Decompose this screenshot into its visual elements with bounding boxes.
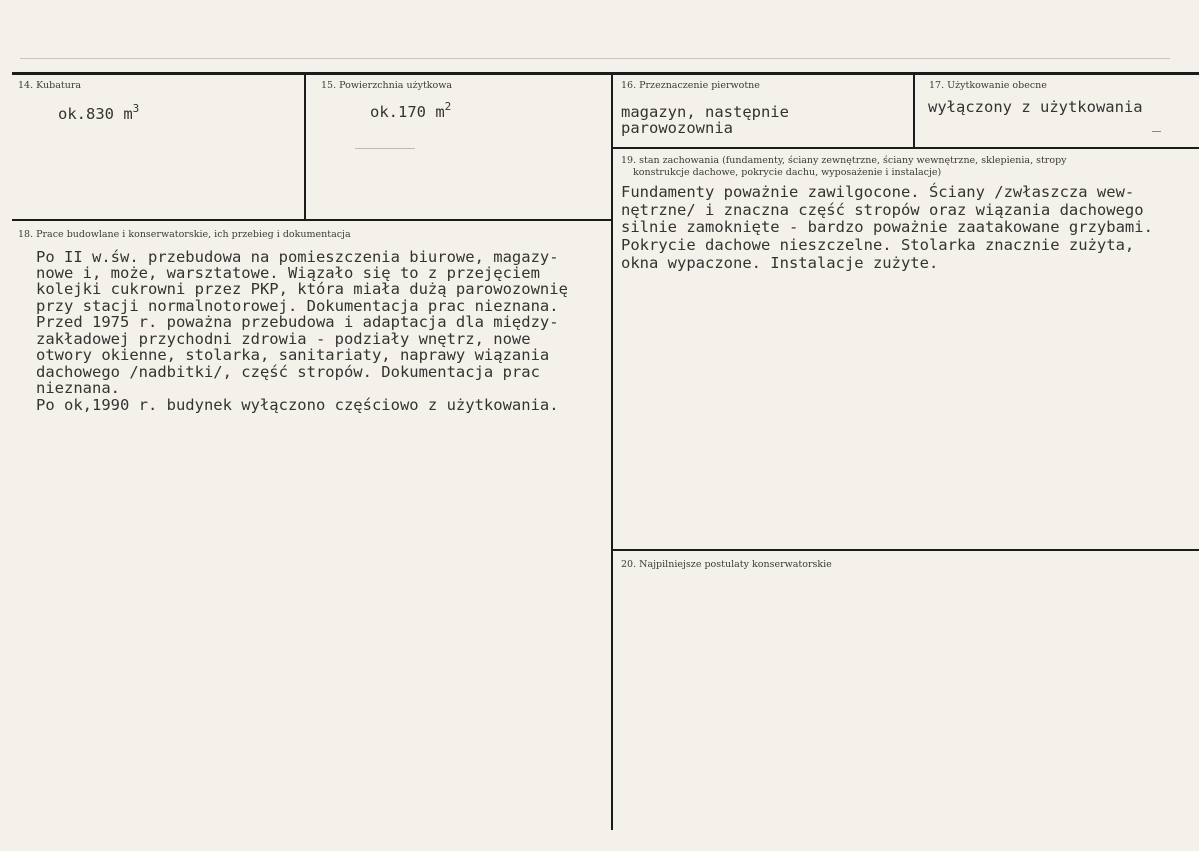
field-18-line-3: kolejki cukrowni przez PKP, która miała dużą parowozownię	[36, 280, 568, 298]
top-rule	[12, 72, 1199, 75]
field-15-unit-exponent: 2	[444, 100, 452, 113]
field-19-line-4: Pokrycie dachowe nieszczelne. Stolarka znacznie zużyta,	[621, 236, 1135, 254]
field-16-line-1: magazyn, następnie	[621, 103, 789, 121]
field-18-line-9: nieznana.	[36, 379, 120, 397]
divider-col-left-right	[611, 74, 613, 830]
field-19-label-line-2: konstrukcje dachowe, pokrycie dachu, wyposażenie i instalacje)	[633, 167, 942, 178]
field-18-line-4: przy stacji normalnotorowej. Dokumentacja prac nieznana.	[36, 297, 559, 315]
paper-mark	[1152, 131, 1161, 132]
field-15-value-text: ok.170 m	[370, 103, 445, 121]
field-18-line-7: otwory okienne, stolarka, sanitariaty, naprawy wiązania	[36, 346, 550, 364]
field-16-label: 16. Przeznaczenie pierwotne	[621, 80, 760, 91]
field-18-line-6: zakładowej przychodni zdrowia - podziały wnętrz, nowe	[36, 330, 531, 348]
field-19-line-3: silnie zamoknięte - bardzo poważnie zaatakowane grzybami.	[621, 218, 1153, 236]
field-15-label: 15. Powierzchnia użytkowa	[321, 80, 453, 91]
field-19-line-2: nętrzne/ i znaczna część stropów oraz wiązania dachowego	[621, 201, 1144, 219]
field-17-label: 17. Użytkowanie obecne	[929, 80, 1047, 91]
divider-col-16-17	[913, 74, 915, 148]
field-18-label: 18. Prace budowlane i konserwatorskie, ich przebieg i dokumentacja	[18, 229, 351, 240]
field-14-label: 14. Kubatura	[18, 80, 82, 91]
divider-col-14-15	[304, 74, 306, 220]
field-18-line-5: Przed 1975 r. poważna przebudowa i adaptacja dla między-	[36, 313, 559, 331]
paper-mark	[355, 148, 415, 149]
field-18-line-2: nowe i, może, warsztatowe. Wiązało się to z przejęciem	[36, 264, 540, 282]
field-19-line-5: okna wypaczone. Instalacje zużyte.	[621, 254, 939, 272]
field-19-line-1: Fundamenty poważnie zawilgocone. Ściany /zwłaszcza wew-	[621, 183, 1135, 201]
field-18-line-8: dachowego /nadbitki/, część stropów. Dokumentacja prac	[36, 363, 540, 381]
rule-below-16-17	[612, 147, 1199, 149]
field-14-unit-exponent: 3	[132, 102, 140, 115]
rule-below-14-15	[12, 219, 612, 221]
field-16-line-2: parowozownia	[621, 119, 733, 137]
field-14-value-text: ok.830 m	[58, 105, 133, 123]
field-14-value	[58, 102, 140, 125]
field-20-label: 20. Najpilniejsze postulaty konserwatorskie	[621, 559, 832, 570]
field-15-value	[370, 100, 452, 123]
field-18-line-1: Po II w.św. przebudowa na pomieszczenia biurowe, magazy-	[36, 248, 559, 266]
rule-below-19	[612, 549, 1199, 551]
field-19-label-line-1: 19. stan zachowania (fundamenty, ściany zewnętrzne, ściany wewnętrzne, sklepienia, stropy	[621, 155, 1067, 166]
field-18-line-10: Po ok,1990 r. budynek wyłączono częściowo z użytkowania.	[36, 396, 559, 414]
header-dash-line	[20, 58, 1170, 59]
field-17-line-1: wyłączony z użytkowania	[928, 98, 1143, 116]
